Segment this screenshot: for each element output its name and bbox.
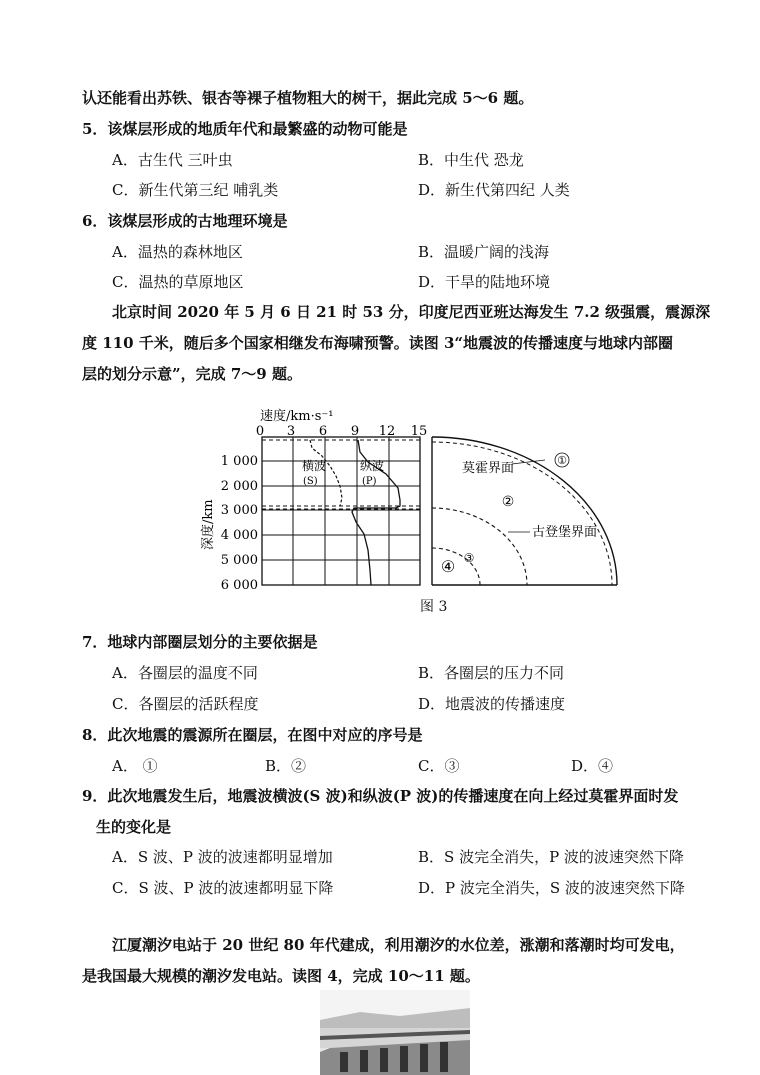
chart-frame xyxy=(262,437,420,585)
q9-option-b: B．S 波完全消失，P 波的波速突然下降 xyxy=(418,848,684,866)
depth-tick: 2 000 xyxy=(220,479,258,494)
gutenberg-label: 古登堡界面 xyxy=(532,525,598,540)
passage3-line1: 江厦潮汐电站于 20 世纪 80 年代建成，利用潮汐的水位差，涨潮和落潮时均可发电， xyxy=(112,936,685,954)
passage2-line2: 度 110 千米，随后多个国家相继发布海啸预警。读图 3“地震波的传播速度与地球内部圈 xyxy=(82,334,674,352)
grid-lines xyxy=(262,437,420,585)
q7-option-c: C．各圈层的活跃程度 xyxy=(112,695,259,713)
s-wave-sub: (S) xyxy=(303,476,318,487)
layer-3-label: ③ xyxy=(463,551,475,565)
speed-tick: 9 xyxy=(350,424,360,439)
speed-tick: 3 xyxy=(286,424,296,439)
q9-option-d: D．P 波完全消失，S 波的波速突然下降 xyxy=(418,879,685,897)
q5-option-b: B．中生代 恐龙 xyxy=(418,151,524,169)
q8-option-d: D．④ xyxy=(571,757,614,775)
p-wave-label: 纵波 xyxy=(360,459,385,473)
q5-option-c: C．新生代第三纪 哺乳类 xyxy=(112,181,279,199)
q5-option-d: D．新生代第四纪 人类 xyxy=(418,181,570,199)
moho-label: 莫霍界面 xyxy=(462,461,515,476)
q9-stem-line1: 9．此次地震发生后，地震波横波(S 波)和纵波(P 波)的传播速度在向上经过莫霍界面时发 xyxy=(82,787,679,805)
layer-4-label: ④ xyxy=(440,557,456,576)
q6-option-b: B．温暖广阔的浅海 xyxy=(418,243,550,261)
depth-axis-label: 深度/km xyxy=(201,499,216,550)
q7-option-b: B．各圈层的压力不同 xyxy=(418,664,565,682)
q7-option-a: A．各圈层的温度不同 xyxy=(112,664,258,682)
intro-line: 认还能看出苏铁、银杏等裸子植物粗大的树干，据此完成 5～6 题。 xyxy=(82,89,534,107)
earth-surface-arc xyxy=(432,437,617,585)
speed-tick: 0 xyxy=(255,424,265,439)
speed-tick: 12 xyxy=(378,424,396,439)
q5-stem: 5．该煤层形成的地质年代和最繁盛的动物可能是 xyxy=(82,120,408,138)
depth-tick: 3 000 xyxy=(220,503,258,518)
speed-tick: 15 xyxy=(410,424,428,439)
figure-4-photo xyxy=(320,990,470,1075)
q8-option-b: B．② xyxy=(265,757,307,775)
q6-stem: 6．该煤层形成的古地理环境是 xyxy=(82,212,288,230)
passage2-line1: 北京时间 2020 年 5 月 6 日 21 时 53 分，印度尼西亚班达海发生 7.2 级强震，震源深 xyxy=(112,303,711,321)
speed-axis-label: 速度/km·s⁻¹ xyxy=(260,409,334,424)
passage3-line2: 是我国最大规模的潮汐发电站。读图 4，完成 10～11 题。 xyxy=(82,967,480,985)
q9-option-c: C．S 波、P 波的波速都明显下降 xyxy=(112,879,334,897)
q9-stem-line2: 生的变化是 xyxy=(96,818,172,836)
passage2-line3: 层的划分示意”，完成 7～9 题。 xyxy=(82,365,302,383)
figure-3-caption: 图 3 xyxy=(420,599,448,615)
moho-leader-line xyxy=(512,460,545,464)
s-wave-curve xyxy=(310,440,342,506)
q5-option-a: A．古生代 三叶虫 xyxy=(112,151,233,169)
depth-tick: 4 000 xyxy=(220,528,258,543)
depth-tick: 5 000 xyxy=(220,553,258,568)
q8-stem: 8．此次地震的震源所在圈层，在图中对应的序号是 xyxy=(82,726,423,744)
depth-tick: 1 000 xyxy=(220,454,258,469)
depth-tick: 6 000 xyxy=(220,578,258,593)
q7-stem: 7．地球内部圈层划分的主要依据是 xyxy=(82,633,318,651)
figure-3-diagram xyxy=(190,400,630,625)
moho-arc xyxy=(432,442,612,585)
q6-option-d: D．干旱的陆地环境 xyxy=(418,273,551,291)
q8-option-a: A． ① xyxy=(112,757,158,775)
layer-1-label: ① xyxy=(557,454,567,467)
q6-option-a: A．温热的森林地区 xyxy=(112,243,243,261)
p-wave-sub: (P) xyxy=(362,476,377,487)
q8-option-c: C．③ xyxy=(418,757,460,775)
layer-2-label: ② xyxy=(501,494,515,510)
q7-option-d: D．地震波的传播速度 xyxy=(418,695,566,713)
q6-option-c: C．温热的草原地区 xyxy=(112,273,244,291)
speed-tick: 6 xyxy=(318,424,328,439)
q9-option-a: A．S 波、P 波的波速都明显增加 xyxy=(112,848,333,866)
s-wave-label: 横波 xyxy=(302,459,327,473)
